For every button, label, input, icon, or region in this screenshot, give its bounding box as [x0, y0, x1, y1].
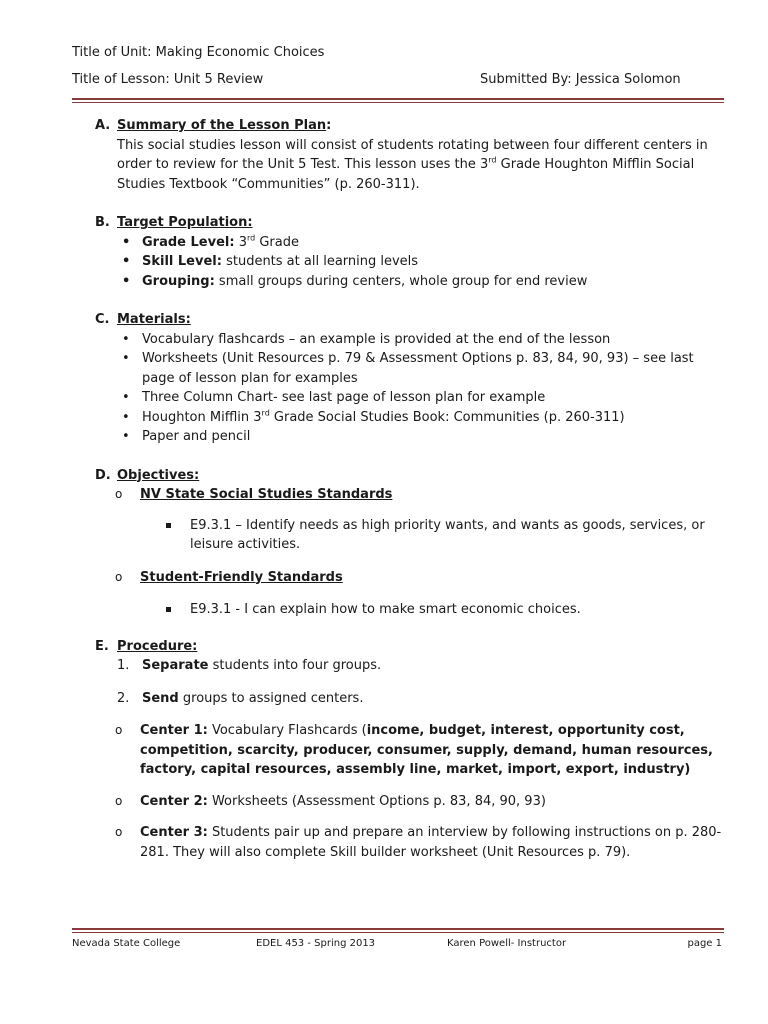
section-letter: B. — [95, 215, 110, 230]
circle-bullet: o — [115, 723, 123, 737]
item-text: Paper and pencil — [142, 429, 251, 444]
list-item — [117, 272, 724, 292]
section-title: Target Population: — [117, 215, 253, 230]
list-item — [117, 427, 724, 447]
procedure-step — [117, 656, 724, 676]
section-title: Materials: — [117, 312, 191, 327]
footer-page-number: page 1 — [687, 938, 722, 949]
section-materials — [72, 310, 724, 447]
item-label: Skill Level: — [142, 254, 222, 269]
summary-sup: rd — [488, 155, 497, 165]
header-rule — [72, 98, 724, 106]
circle-bullet: o — [115, 487, 123, 501]
list-item — [117, 388, 724, 408]
bullet: • — [122, 390, 130, 405]
materials-list — [117, 330, 724, 447]
section-objectives — [72, 466, 724, 486]
item-text: Worksheets (Unit Resources p. 79 & Assessment Options p. 83, 84, 90, 93) – see last page of lesson plan for examples — [142, 351, 694, 386]
item-label: Grade Level: — [142, 234, 235, 250]
item-sup: rd — [246, 233, 256, 243]
item-text: students at all learning levels — [221, 254, 419, 269]
footer-instructor: Karen Powell- Instructor — [447, 938, 567, 949]
bullet: • — [122, 234, 131, 250]
center-label: Center 1: — [140, 723, 208, 738]
center-text: Worksheets (Assessment Options p. 83, 84, 90, 93) — [207, 793, 546, 809]
section-procedure — [72, 637, 724, 709]
summary-text-1: This social studies lesson will consist of students rotating between four different centers in order to review for the Unit 5 Test. This lesson uses the 3 — [117, 137, 708, 172]
square-bullet — [166, 523, 171, 528]
item-text: small groups during centers, whole group for end review — [214, 273, 588, 289]
section-letter: C. — [95, 312, 110, 327]
standards-item — [162, 516, 724, 555]
center-2 — [115, 792, 724, 812]
section-letter: E. — [95, 638, 109, 654]
list-item — [117, 252, 724, 272]
bullet: • — [122, 351, 130, 366]
center-1 — [115, 721, 724, 780]
bullet: • — [122, 429, 130, 444]
item-text: Grade Social Studies Book: Communities (p. 260-311) — [269, 409, 625, 425]
section-target-population — [72, 213, 724, 291]
center-label: Center 2: — [140, 793, 208, 809]
procedure-step — [117, 689, 724, 709]
center-label: Center 3: — [140, 825, 208, 840]
title-colon: : — [326, 118, 332, 133]
bullet: • — [122, 331, 130, 347]
standards-text: E9.3.1 – Identify needs as high priority wants, and wants as goods, services, or leisure activities. — [190, 517, 705, 552]
section-letter: A. — [95, 118, 111, 133]
section-title: Summary of the Lesson Plan — [117, 118, 327, 133]
bullet: • — [122, 273, 131, 289]
summary-text — [117, 136, 724, 195]
procedure-steps — [117, 656, 724, 708]
step-verb: Send — [142, 690, 179, 706]
center-text: Vocabulary Flashcards ( — [207, 723, 367, 738]
square-bullet — [166, 607, 171, 612]
circle-bullet: o — [115, 793, 123, 808]
student-standards-text: E9.3.1 - I can explain how to make smart economic choices. — [190, 602, 581, 617]
lesson-content — [72, 116, 724, 862]
student-standards-title: Student-Friendly Standards — [140, 569, 343, 585]
item-label: Grouping: — [142, 273, 215, 289]
step-text: groups to assigned centers. — [178, 690, 364, 706]
list-item — [117, 330, 724, 350]
item-text: Grade — [255, 234, 299, 250]
section-letter: D. — [95, 467, 111, 483]
footer-college: Nevada State College — [72, 938, 181, 949]
lesson-title: Title of Lesson: Unit 5 Review — [72, 72, 264, 87]
list-item — [117, 349, 724, 388]
item-text: 3 — [234, 234, 247, 250]
footer-course: EDEL 453 - Spring 2013 — [256, 938, 376, 949]
center-text: Students pair up and prepare an interview by following instructions on p. 280-281. They will also complete Skill builder worksheet (Unit Resources p. 79). — [140, 825, 722, 860]
list-item — [117, 408, 724, 428]
list-item — [117, 233, 724, 253]
summary-text-2: Grade Houghton Mifflin Social Studies Textbook “Communities” (p. 260-311). — [117, 157, 695, 192]
submitted-by: Submitted By: Jessica Solomon — [480, 72, 681, 87]
step-text: students into four groups. — [208, 658, 382, 673]
vocabulary-terms: income, budget, interest, opportunity cost, competition, scarcity, producer, consumer, supply, demand, human resources, factory, capital resources, assembly line, market, import, export, industry) — [140, 723, 713, 777]
item-text: Houghton Mifflin 3 — [142, 409, 262, 425]
center-3 — [115, 823, 724, 862]
circle-bullet: o — [115, 569, 123, 584]
unit-title: Title of Unit: Making Economic Choices — [72, 45, 325, 60]
step-number: 1. — [117, 658, 130, 673]
standards-title: NV State Social Studies Standards — [140, 487, 393, 502]
circle-bullet: o — [115, 825, 123, 839]
footer-rule — [72, 928, 724, 934]
student-standards-item — [162, 600, 724, 620]
section-title: Objectives: — [117, 467, 200, 483]
step-number: 2. — [117, 690, 130, 706]
section-summary — [72, 116, 724, 194]
population-list — [117, 233, 724, 292]
step-verb: Separate — [142, 658, 209, 673]
item-sup: rd — [261, 408, 270, 418]
section-title: Procedure: — [117, 638, 198, 654]
item-text: Vocabulary flashcards – an example is provided at the end of the lesson — [142, 331, 611, 347]
standards-heading — [115, 485, 724, 505]
bullet: • — [122, 254, 131, 269]
student-standards-heading — [115, 568, 724, 588]
item-text: Three Column Chart- see last page of lesson plan for example — [142, 390, 546, 405]
bullet: • — [122, 409, 130, 425]
